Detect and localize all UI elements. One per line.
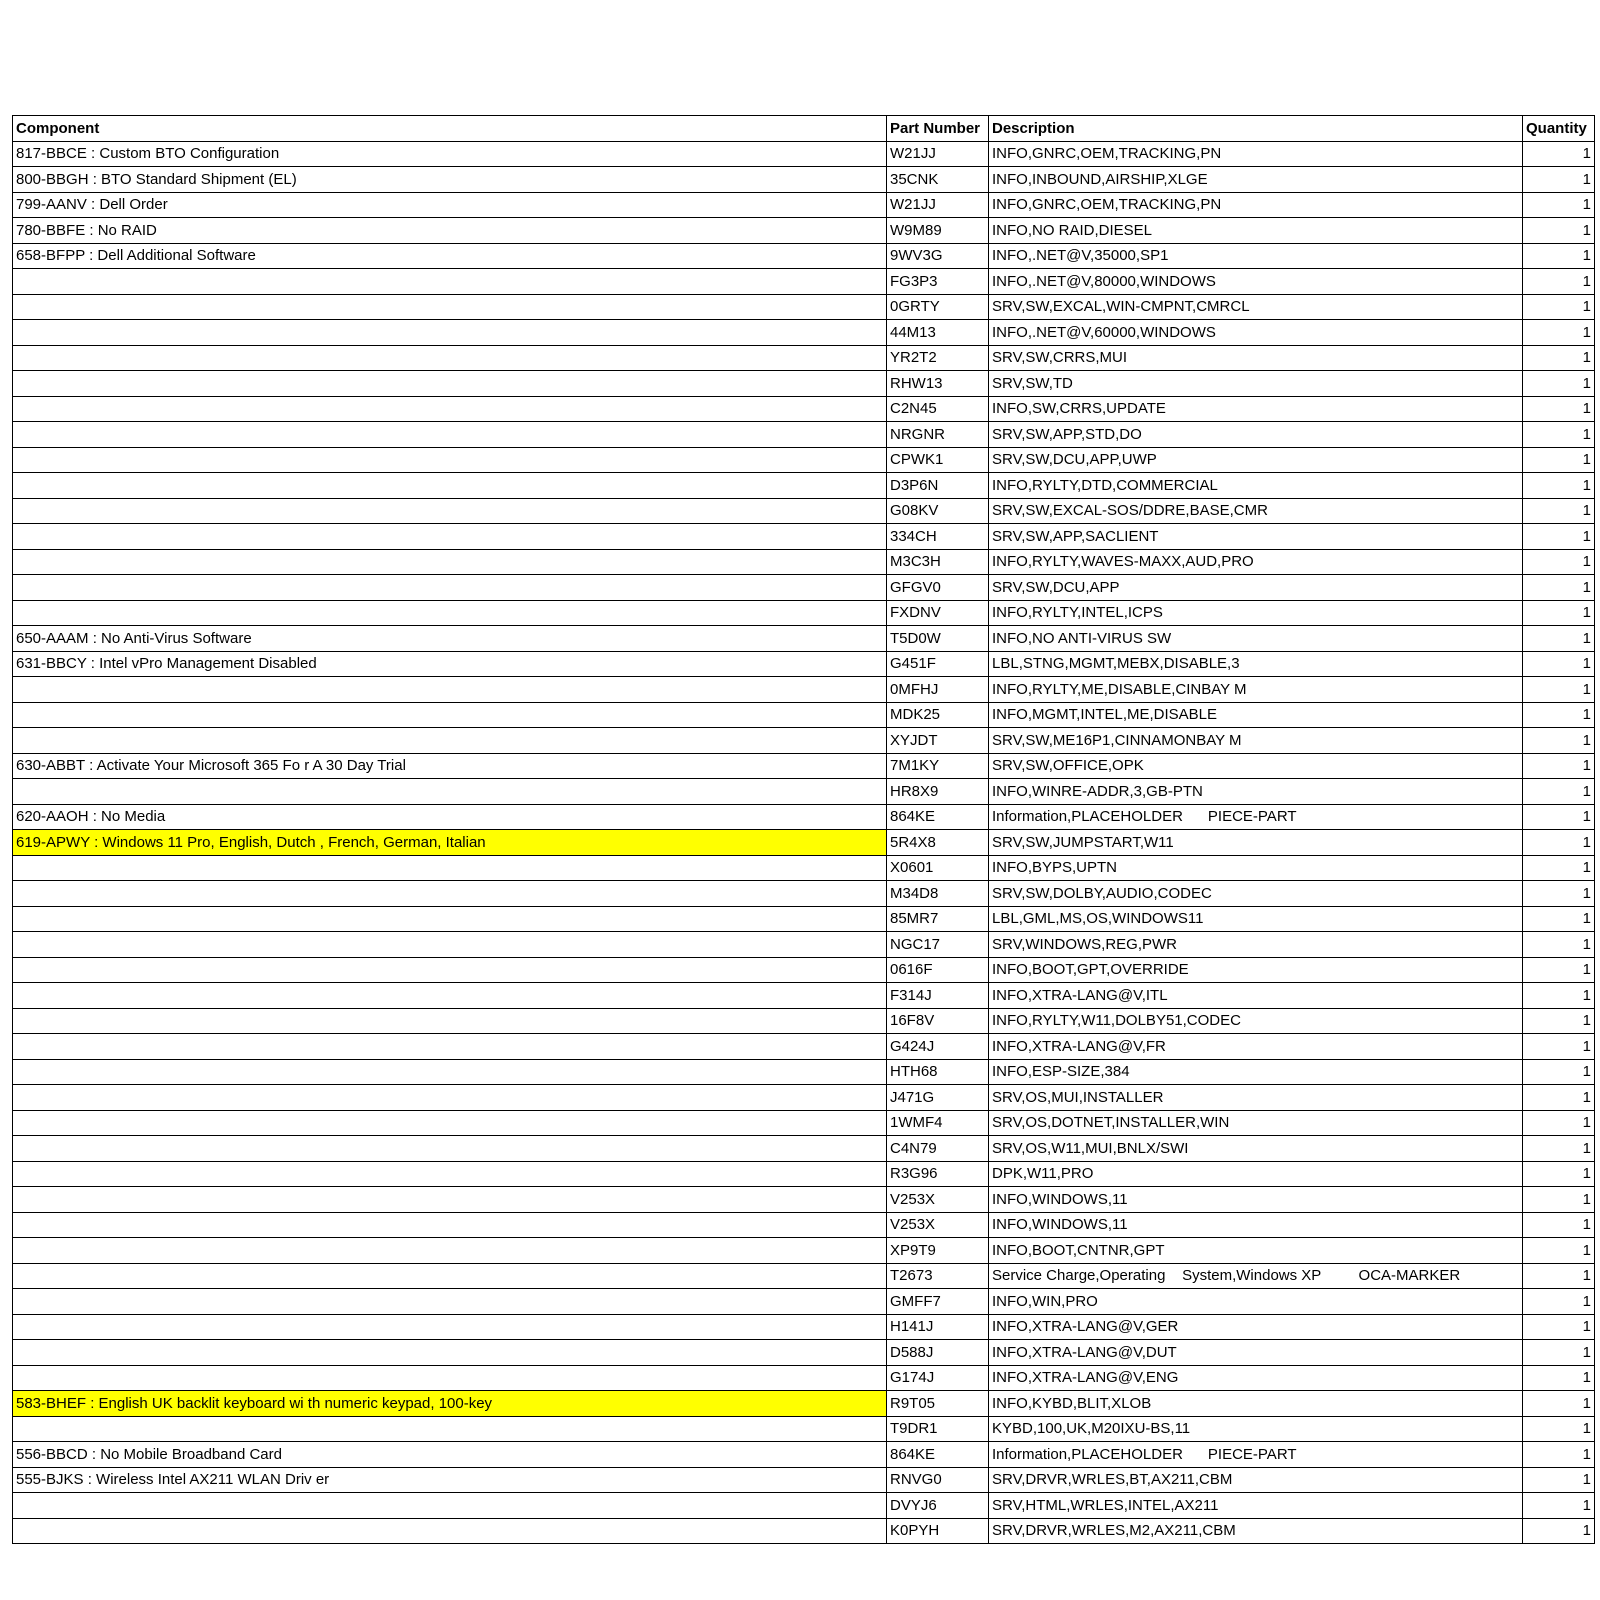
component-cell (13, 575, 887, 601)
part-number-cell: 864KE (887, 1442, 989, 1468)
description-cell: SRV,SW,APP,SACLIENT (989, 524, 1523, 550)
description-cell: SRV,SW,ME16P1,CINNAMONBAY M (989, 728, 1523, 754)
table-row (13, 1391, 1595, 1417)
description-cell: INFO,BOOT,CNTNR,GPT (989, 1238, 1523, 1264)
quantity-cell: 1 (1523, 473, 1595, 499)
header-part-number: Part Number (887, 116, 989, 142)
quantity-cell: 1 (1523, 1212, 1595, 1238)
quantity-cell: 1 (1523, 1008, 1595, 1034)
table-row (13, 957, 1595, 983)
component-cell (13, 957, 887, 983)
quantity-cell: 1 (1523, 881, 1595, 907)
part-number-cell: YR2T2 (887, 345, 989, 371)
component-cell: 658-BFPP : Dell Additional Software (13, 243, 887, 269)
description-cell: LBL,STNG,MGMT,MEBX,DISABLE,3 (989, 651, 1523, 677)
part-number-cell: 864KE (887, 804, 989, 830)
component-cell (13, 906, 887, 932)
quantity-cell: 1 (1523, 371, 1595, 397)
description-cell: Information,PLACEHOLDER PIECE-PART (989, 1442, 1523, 1468)
part-number-cell: 7M1KY (887, 753, 989, 779)
table-row (13, 600, 1595, 626)
component-cell (13, 600, 887, 626)
table-row (13, 1136, 1595, 1162)
table-row (13, 243, 1595, 269)
table-row (13, 396, 1595, 422)
quantity-cell: 1 (1523, 1187, 1595, 1213)
part-number-cell: H141J (887, 1314, 989, 1340)
quantity-cell: 1 (1523, 320, 1595, 346)
component-cell (13, 1365, 887, 1391)
table-row (13, 855, 1595, 881)
table-row (13, 1187, 1595, 1213)
component-cell (13, 1059, 887, 1085)
quantity-cell: 1 (1523, 728, 1595, 754)
description-cell: SRV,HTML,WRLES,INTEL,AX211 (989, 1493, 1523, 1519)
component-cell (13, 1161, 887, 1187)
description-cell: SRV,DRVR,WRLES,BT,AX211,CBM (989, 1467, 1523, 1493)
table-row (13, 1085, 1595, 1111)
quantity-cell: 1 (1523, 753, 1595, 779)
table-row (13, 1263, 1595, 1289)
component-cell (13, 1034, 887, 1060)
quantity-cell: 1 (1523, 345, 1595, 371)
quantity-cell: 1 (1523, 1518, 1595, 1544)
description-cell: SRV,SW,APP,STD,DO (989, 422, 1523, 448)
quantity-cell: 1 (1523, 1136, 1595, 1162)
description-cell: INFO,XTRA-LANG@V,FR (989, 1034, 1523, 1060)
table-row (13, 702, 1595, 728)
description-cell: SRV,SW,EXCAL,WIN-CMPNT,CMRCL (989, 294, 1523, 320)
component-cell (13, 702, 887, 728)
description-cell: SRV,OS,W11,MUI,BNLX/SWI (989, 1136, 1523, 1162)
quantity-cell: 1 (1523, 1442, 1595, 1468)
part-number-cell: T5D0W (887, 626, 989, 652)
quantity-cell: 1 (1523, 600, 1595, 626)
header-component: Component (13, 116, 887, 142)
table-row (13, 1034, 1595, 1060)
quantity-cell: 1 (1523, 1314, 1595, 1340)
component-cell (13, 396, 887, 422)
header-row (13, 116, 1595, 142)
component-cell: 630-ABBT : Activate Your Microsoft 365 Fo r A 30 Day Trial (13, 753, 887, 779)
table-row (13, 192, 1595, 218)
component-cell (13, 1212, 887, 1238)
component-cell (13, 549, 887, 575)
part-number-cell: GMFF7 (887, 1289, 989, 1315)
quantity-cell: 1 (1523, 524, 1595, 550)
part-number-cell: C4N79 (887, 1136, 989, 1162)
description-cell: INFO,NO ANTI-VIRUS SW (989, 626, 1523, 652)
component-cell: 620-AAOH : No Media (13, 804, 887, 830)
description-cell: INFO,BOOT,GPT,OVERRIDE (989, 957, 1523, 983)
quantity-cell: 1 (1523, 422, 1595, 448)
description-cell: INFO,XTRA-LANG@V,ITL (989, 983, 1523, 1009)
component-cell: 583-BHEF : English UK backlit keyboard wi th numeric keypad, 100-key (13, 1391, 887, 1417)
header-quantity: Quantity (1523, 116, 1595, 142)
component-cell (13, 1136, 887, 1162)
description-cell: INFO,WINRE-ADDR,3,GB-PTN (989, 779, 1523, 805)
component-cell (13, 779, 887, 805)
component-cell (13, 1314, 887, 1340)
description-cell: INFO,BYPS,UPTN (989, 855, 1523, 881)
table-row (13, 830, 1595, 856)
table-row (13, 728, 1595, 754)
part-number-cell: M3C3H (887, 549, 989, 575)
component-cell (13, 1340, 887, 1366)
quantity-cell: 1 (1523, 1493, 1595, 1519)
quantity-cell: 1 (1523, 498, 1595, 524)
description-cell: INFO,NO RAID,DIESEL (989, 218, 1523, 244)
quantity-cell: 1 (1523, 702, 1595, 728)
part-number-cell: K0PYH (887, 1518, 989, 1544)
part-number-cell: XYJDT (887, 728, 989, 754)
table-row (13, 1212, 1595, 1238)
table-row (13, 1365, 1595, 1391)
description-cell: SRV,SW,CRRS,MUI (989, 345, 1523, 371)
table-row (13, 626, 1595, 652)
description-cell: INFO,RYLTY,INTEL,ICPS (989, 600, 1523, 626)
part-number-cell: 0616F (887, 957, 989, 983)
component-cell (13, 728, 887, 754)
table-row (13, 1518, 1595, 1544)
quantity-cell: 1 (1523, 855, 1595, 881)
table-row (13, 524, 1595, 550)
description-cell: INFO,ESP-SIZE,384 (989, 1059, 1523, 1085)
quantity-cell: 1 (1523, 243, 1595, 269)
quantity-cell: 1 (1523, 1110, 1595, 1136)
part-number-cell: FG3P3 (887, 269, 989, 295)
part-number-cell: CPWK1 (887, 447, 989, 473)
description-cell: INFO,RYLTY,W11,DOLBY51,CODEC (989, 1008, 1523, 1034)
description-cell: INFO,XTRA-LANG@V,GER (989, 1314, 1523, 1340)
table-row (13, 575, 1595, 601)
table-row (13, 1416, 1595, 1442)
quantity-cell: 1 (1523, 1391, 1595, 1417)
description-cell: Information,PLACEHOLDER PIECE-PART (989, 804, 1523, 830)
quantity-cell: 1 (1523, 626, 1595, 652)
part-number-cell: G424J (887, 1034, 989, 1060)
table-row (13, 881, 1595, 907)
component-cell: 817-BBCE : Custom BTO Configuration (13, 141, 887, 167)
table-row (13, 422, 1595, 448)
part-number-cell: RNVG0 (887, 1467, 989, 1493)
description-cell: INFO,WIN,PRO (989, 1289, 1523, 1315)
quantity-cell: 1 (1523, 218, 1595, 244)
part-number-cell: X0601 (887, 855, 989, 881)
part-number-cell: 35CNK (887, 167, 989, 193)
table-row (13, 320, 1595, 346)
quantity-cell: 1 (1523, 1263, 1595, 1289)
part-number-cell: DVYJ6 (887, 1493, 989, 1519)
component-cell: 800-BBGH : BTO Standard Shipment (EL) (13, 167, 887, 193)
component-cell (13, 498, 887, 524)
table-row (13, 932, 1595, 958)
description-cell: INFO,RYLTY,DTD,COMMERCIAL (989, 473, 1523, 499)
description-cell: Service Charge,Operating System,Windows XP OCA-MARKER (989, 1263, 1523, 1289)
component-cell (13, 677, 887, 703)
table-row (13, 218, 1595, 244)
description-cell: INFO,.NET@V,60000,WINDOWS (989, 320, 1523, 346)
table-row (13, 1289, 1595, 1315)
quantity-cell: 1 (1523, 804, 1595, 830)
quantity-cell: 1 (1523, 957, 1595, 983)
quantity-cell: 1 (1523, 932, 1595, 958)
quantity-cell: 1 (1523, 830, 1595, 856)
table-row (13, 371, 1595, 397)
description-cell: SRV,SW,DCU,APP (989, 575, 1523, 601)
component-cell (13, 1289, 887, 1315)
table-row (13, 1110, 1595, 1136)
table-body (13, 141, 1595, 1544)
description-cell: INFO,GNRC,OEM,TRACKING,PN (989, 141, 1523, 167)
quantity-cell: 1 (1523, 575, 1595, 601)
description-cell: SRV,SW,TD (989, 371, 1523, 397)
part-number-cell: HTH68 (887, 1059, 989, 1085)
component-cell (13, 269, 887, 295)
description-cell: INFO,RYLTY,ME,DISABLE,CINBAY M (989, 677, 1523, 703)
description-cell: SRV,SW,OFFICE,OPK (989, 753, 1523, 779)
table-row (13, 498, 1595, 524)
description-cell: INFO,KYBD,BLIT,XLOB (989, 1391, 1523, 1417)
part-number-cell: NRGNR (887, 422, 989, 448)
description-cell: SRV,SW,DOLBY,AUDIO,CODEC (989, 881, 1523, 907)
component-cell (13, 1085, 887, 1111)
table-row (13, 677, 1595, 703)
quantity-cell: 1 (1523, 651, 1595, 677)
component-cell: 631-BBCY : Intel vPro Management Disabled (13, 651, 887, 677)
quantity-cell: 1 (1523, 447, 1595, 473)
component-cell (13, 294, 887, 320)
part-number-cell: FXDNV (887, 600, 989, 626)
quantity-cell: 1 (1523, 906, 1595, 932)
part-number-cell: 16F8V (887, 1008, 989, 1034)
table-row (13, 294, 1595, 320)
component-cell: 780-BBFE : No RAID (13, 218, 887, 244)
table-row (13, 983, 1595, 1009)
component-cell (13, 1416, 887, 1442)
part-number-cell: M34D8 (887, 881, 989, 907)
description-cell: INFO,WINDOWS,11 (989, 1187, 1523, 1213)
table-row (13, 1008, 1595, 1034)
description-cell: INFO,WINDOWS,11 (989, 1212, 1523, 1238)
quantity-cell: 1 (1523, 269, 1595, 295)
part-number-cell: F314J (887, 983, 989, 1009)
part-number-cell: D588J (887, 1340, 989, 1366)
part-number-cell: 85MR7 (887, 906, 989, 932)
quantity-cell: 1 (1523, 141, 1595, 167)
part-number-cell: 334CH (887, 524, 989, 550)
description-cell: SRV,SW,JUMPSTART,W11 (989, 830, 1523, 856)
quantity-cell: 1 (1523, 1034, 1595, 1060)
quantity-cell: 1 (1523, 1085, 1595, 1111)
part-number-cell: 9WV3G (887, 243, 989, 269)
description-cell: INFO,.NET@V,80000,WINDOWS (989, 269, 1523, 295)
parts-table (12, 115, 1595, 1544)
part-number-cell: RHW13 (887, 371, 989, 397)
component-cell (13, 422, 887, 448)
part-number-cell: 0GRTY (887, 294, 989, 320)
component-cell (13, 371, 887, 397)
part-number-cell: J471G (887, 1085, 989, 1111)
table-row (13, 1340, 1595, 1366)
component-cell (13, 1518, 887, 1544)
description-cell: INFO,XTRA-LANG@V,ENG (989, 1365, 1523, 1391)
part-number-cell: C2N45 (887, 396, 989, 422)
part-number-cell: T9DR1 (887, 1416, 989, 1442)
description-cell: SRV,SW,EXCAL-SOS/DDRE,BASE,CMR (989, 498, 1523, 524)
description-cell: SRV,WINDOWS,REG,PWR (989, 932, 1523, 958)
component-cell (13, 1110, 887, 1136)
part-number-cell: 1WMF4 (887, 1110, 989, 1136)
component-cell (13, 1187, 887, 1213)
table-row (13, 651, 1595, 677)
description-cell: INFO,GNRC,OEM,TRACKING,PN (989, 192, 1523, 218)
quantity-cell: 1 (1523, 396, 1595, 422)
part-number-cell: T2673 (887, 1263, 989, 1289)
quantity-cell: 1 (1523, 1340, 1595, 1366)
part-number-cell: R9T05 (887, 1391, 989, 1417)
table-row (13, 269, 1595, 295)
quantity-cell: 1 (1523, 167, 1595, 193)
component-cell: 555-BJKS : Wireless Intel AX211 WLAN Driv er (13, 1467, 887, 1493)
component-cell (13, 473, 887, 499)
table-row (13, 1059, 1595, 1085)
description-cell: INFO,SW,CRRS,UPDATE (989, 396, 1523, 422)
part-number-cell: NGC17 (887, 932, 989, 958)
part-number-cell: 44M13 (887, 320, 989, 346)
description-cell: SRV,OS,DOTNET,INSTALLER,WIN (989, 1110, 1523, 1136)
part-number-cell: V253X (887, 1212, 989, 1238)
table-row (13, 141, 1595, 167)
quantity-cell: 1 (1523, 1467, 1595, 1493)
part-number-cell: G08KV (887, 498, 989, 524)
part-number-cell: XP9T9 (887, 1238, 989, 1264)
part-number-cell: W9M89 (887, 218, 989, 244)
description-cell: INFO,RYLTY,WAVES-MAXX,AUD,PRO (989, 549, 1523, 575)
component-cell (13, 524, 887, 550)
description-cell: INFO,.NET@V,35000,SP1 (989, 243, 1523, 269)
table-row (13, 473, 1595, 499)
table-row (13, 1493, 1595, 1519)
description-cell: SRV,OS,MUI,INSTALLER (989, 1085, 1523, 1111)
description-cell: INFO,MGMT,INTEL,ME,DISABLE (989, 702, 1523, 728)
quantity-cell: 1 (1523, 1416, 1595, 1442)
component-cell: 650-AAAM : No Anti-Virus Software (13, 626, 887, 652)
component-cell (13, 1493, 887, 1519)
component-cell (13, 881, 887, 907)
description-cell: LBL,GML,MS,OS,WINDOWS11 (989, 906, 1523, 932)
part-number-cell: G174J (887, 1365, 989, 1391)
component-cell (13, 1238, 887, 1264)
description-cell: SRV,DRVR,WRLES,M2,AX211,CBM (989, 1518, 1523, 1544)
quantity-cell: 1 (1523, 1059, 1595, 1085)
header-description: Description (989, 116, 1523, 142)
part-number-cell: MDK25 (887, 702, 989, 728)
part-number-cell: W21JJ (887, 192, 989, 218)
quantity-cell: 1 (1523, 192, 1595, 218)
part-number-cell: R3G96 (887, 1161, 989, 1187)
table-row (13, 753, 1595, 779)
table-row (13, 1238, 1595, 1264)
table-row (13, 906, 1595, 932)
table-row (13, 1442, 1595, 1468)
part-number-cell: V253X (887, 1187, 989, 1213)
component-cell (13, 932, 887, 958)
part-number-cell: D3P6N (887, 473, 989, 499)
component-cell (13, 1263, 887, 1289)
part-number-cell: GFGV0 (887, 575, 989, 601)
quantity-cell: 1 (1523, 983, 1595, 1009)
quantity-cell: 1 (1523, 549, 1595, 575)
component-cell: 556-BBCD : No Mobile Broadband Card (13, 1442, 887, 1468)
description-cell: KYBD,100,UK,M20IXU-BS,11 (989, 1416, 1523, 1442)
table-row (13, 549, 1595, 575)
table-row (13, 447, 1595, 473)
description-cell: INFO,XTRA-LANG@V,DUT (989, 1340, 1523, 1366)
quantity-cell: 1 (1523, 1289, 1595, 1315)
table-row (13, 1161, 1595, 1187)
table-row (13, 167, 1595, 193)
quantity-cell: 1 (1523, 1161, 1595, 1187)
quantity-cell: 1 (1523, 1365, 1595, 1391)
part-number-cell: W21JJ (887, 141, 989, 167)
description-cell: SRV,SW,DCU,APP,UWP (989, 447, 1523, 473)
component-cell: 619-APWY : Windows 11 Pro, English, Dutch , French, German, Italian (13, 830, 887, 856)
component-cell (13, 320, 887, 346)
table-row (13, 345, 1595, 371)
component-cell (13, 855, 887, 881)
description-cell: DPK,W11,PRO (989, 1161, 1523, 1187)
part-number-cell: HR8X9 (887, 779, 989, 805)
table-row (13, 1314, 1595, 1340)
table-row (13, 804, 1595, 830)
quantity-cell: 1 (1523, 1238, 1595, 1264)
component-cell (13, 447, 887, 473)
part-number-cell: 5R4X8 (887, 830, 989, 856)
quantity-cell: 1 (1523, 294, 1595, 320)
quantity-cell: 1 (1523, 677, 1595, 703)
component-cell (13, 1008, 887, 1034)
table-row (13, 779, 1595, 805)
component-cell: 799-AANV : Dell Order (13, 192, 887, 218)
part-number-cell: 0MFHJ (887, 677, 989, 703)
table-row (13, 1467, 1595, 1493)
component-cell (13, 345, 887, 371)
quantity-cell: 1 (1523, 779, 1595, 805)
component-cell (13, 983, 887, 1009)
description-cell: INFO,INBOUND,AIRSHIP,XLGE (989, 167, 1523, 193)
part-number-cell: G451F (887, 651, 989, 677)
